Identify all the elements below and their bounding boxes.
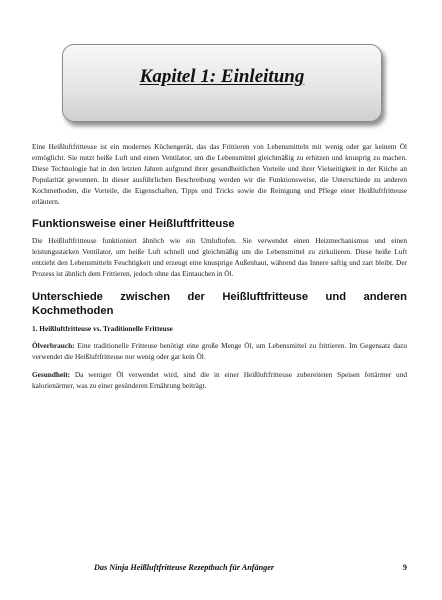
footer-book-title: Das Ninja Heißluftfritteuse Rezeptbuch für Anfänger (94, 563, 275, 572)
item-label-gesundheit: Gesundheit: (32, 369, 71, 379)
intro-paragraph: Eine Heißluftfritteuse ist ein modernes Küchengerät, das das Frittieren von Lebensmitteln mit wenig oder gar keinem Öl ermöglicht. Sie nutzt heiße Luft und einen Ventilator, um die Lebensmittel gleichmäßig zu erhitzen und knusprig zu machen. Diese Technologie hat in den letzten Jahren aufgrund ihrer gesundheitlichen Vorteile und ihrer Vielseitigkeit in der Küche an Popularität gewonnen. In dieser ausführlichen Beschreibung werden wir die Funktionsweise, die Unterschiede zu anderen Kochmethoden, die Vorteile, die Eigenschaften, Tipps und Tricks sowie die Reinigung und Pflege einer Heißluftfritteuse erläutern. (32, 142, 407, 206)
section-heading-unterschiede: Unterschiede zwischen der Heißluftfritteuse und anderen Kochmethoden (32, 291, 407, 318)
funktionsweise-paragraph: Die Heißluftfritteuse funktioniert ähnlich wie ein Umluftofen. Sie verwendet einen Heizmechanismus und einen leistungsstarken Ventilator, um heiße Luft schnell und gleichmäßig um die Lebensmittel zu zirkulieren. Diese heiße Luft entzieht den Lebensmitteln Feuchtigkeit und erzeugt eine knusprige Außenhaut, während das Innere saftig und zart bleibt. Der Prozess ist ähnlich dem Frittieren, jedoch ohne das Eintauchen in Öl. (32, 236, 407, 279)
page-number: 9 (402, 563, 407, 572)
chapter-title: Kapitel 1: Einleitung (139, 66, 305, 87)
chapter-banner (62, 44, 382, 122)
page-footer (32, 563, 407, 575)
section-heading-funktionsweise: Funktionsweise einer Heißluftfritteuse (32, 218, 235, 231)
page-body (32, 142, 407, 399)
item-text-oelverbrauch: Eine traditionelle Fritteuse benötigt eine große Menge Öl, um Lebensmittel zu frittieren. Im Gegensatz dazu verwendet die Heißluftfritteuse nur wenig oder gar kein Öl. (32, 341, 407, 361)
item-text-gesundheit: Da weniger Öl verwendet wird, sind die in einer Heißluftfritteuse zubereiteten Speisen fettärmer und kalorienärmer, was zu einer gesünderen Ernährung beiträgt. (32, 369, 407, 390)
item-oelverbrauch (32, 341, 407, 363)
subsection-heading-vs-traditionell: 1. Heißluftfritteuse vs. Traditionelle Fritteuse (32, 324, 173, 334)
item-label-oelverbrauch: Ölverbrauch: (32, 341, 75, 351)
item-gesundheit (32, 370, 407, 392)
